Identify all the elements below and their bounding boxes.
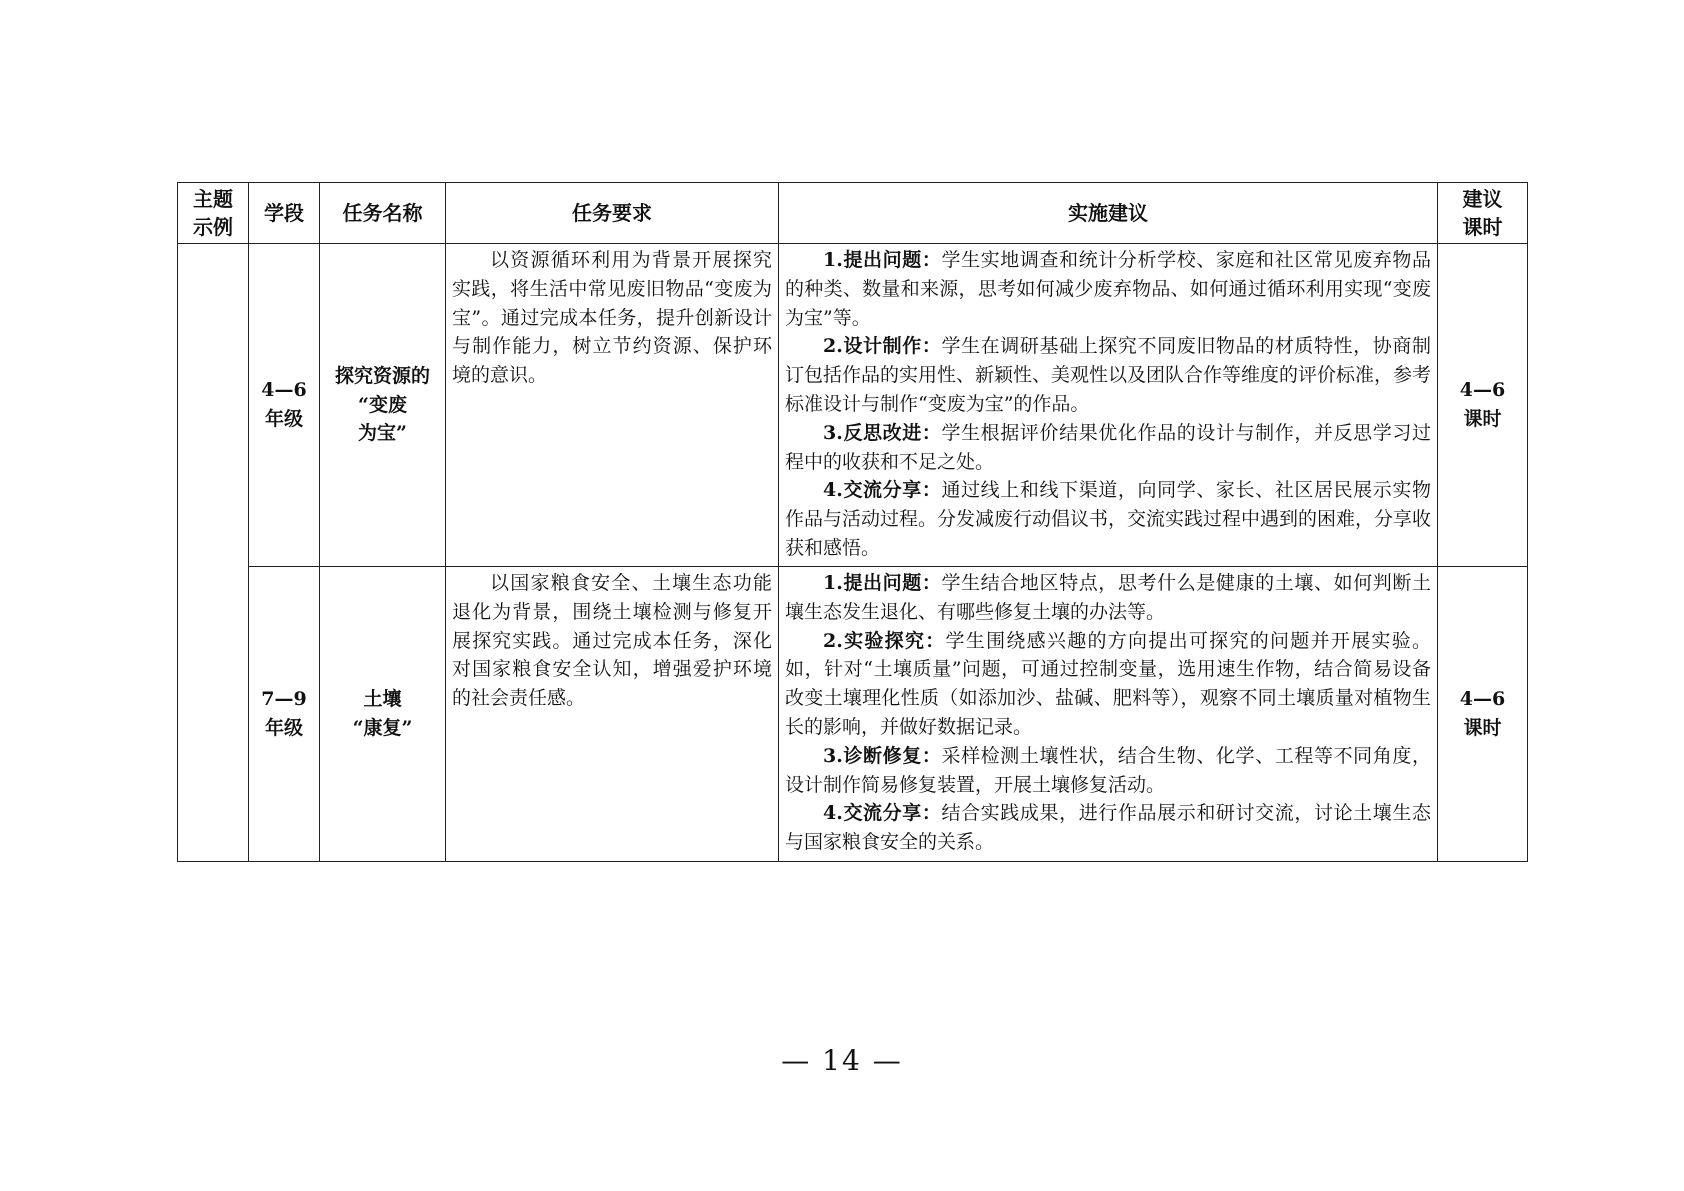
- hours-unit: 课时: [1463, 717, 1502, 739]
- stage-unit: 年级: [264, 408, 303, 430]
- suggestion-item: [785, 742, 1431, 800]
- suggestion-item: [785, 627, 1431, 742]
- implementation-cell: [779, 567, 1438, 862]
- header-theme-line-1: 主题: [193, 187, 233, 211]
- suggestion-lead: 3.诊断修复：: [823, 744, 942, 767]
- stage-range: 7—9: [261, 688, 307, 711]
- task-name-cell: [320, 244, 446, 567]
- suggestion-item: [785, 569, 1431, 627]
- suggestion-text: 学生结合地区特点，思考什么是健康的土壤、如何判断土壤生态发生退化、有哪些修复土壤的办法等。: [785, 572, 1431, 623]
- stage-unit: 年级: [264, 717, 303, 739]
- suggestion-lead: 4.交流分享：: [823, 479, 942, 502]
- suggestion-lead: 1.提出问题：: [823, 249, 942, 271]
- table-row: [178, 244, 1528, 567]
- task-name-line: 土壤: [363, 688, 402, 711]
- task-requirement-cell: [446, 567, 779, 862]
- task-name-line: “康复”: [352, 717, 413, 739]
- header-hours-line-2: 课时: [1462, 215, 1503, 239]
- table-header-row: [178, 183, 1528, 244]
- suggestion-item: [785, 799, 1431, 857]
- page-number: — 14 —: [781, 1044, 903, 1077]
- task-requirement-text: 以资源循环利用为背景开展探究实践，将生活中常见废旧物品“变废为宝”。通过完成本任务，提升创新设计与制作能力，树立节约资源、保护环境的意识。: [452, 249, 772, 387]
- suggestion-text: 学生实地调查和统计分析学校、家庭和社区常见废弃物品的种类、数量和来源，思考如何减少废弃物品、如何通过循环利用实现“变废为宝”等。: [785, 249, 1431, 329]
- header-suggested-hours: [1438, 183, 1528, 244]
- suggestion-lead: 3.反思改进：: [823, 421, 942, 444]
- hours-unit: 课时: [1463, 408, 1502, 430]
- suggestion-text: 通过线上和线下渠道，向同学、家长、社区居民展示实物作品与活动过程。分发减废行动倡议书，交流实践过程中遇到的困难，分享收获和感悟。: [785, 479, 1432, 559]
- header-theme-line-2: 示例: [193, 215, 233, 239]
- theme-example-cell: [178, 244, 249, 862]
- suggestion-text: 采样检测土壤性状，结合生物、化学、工程等不同角度，设计制作简易修复装置，开展土壤修复活动。: [785, 744, 1431, 796]
- suggestion-lead: 1.提出问题：: [823, 572, 942, 594]
- stage-cell: [249, 567, 320, 862]
- suggestion-item: [785, 246, 1431, 332]
- suggestion-text: 学生根据评价结果优化作品的设计与制作，并反思学习过程中的收获和不足之处。: [785, 421, 1431, 473]
- header-task-name: 任务名称: [320, 183, 446, 244]
- task-requirement-cell: [446, 244, 779, 567]
- header-hours-line-1: 建议: [1462, 187, 1503, 211]
- suggestion-text: 结合实践成果，进行作品展示和研讨交流，讨论土壤生态与国家粮食安全的关系。: [785, 802, 1431, 854]
- suggestion-lead: 4.交流分享：: [823, 802, 942, 825]
- task-requirement-text: 以国家粮食安全、土壤生态功能退化为背景，围绕土壤检测与修复开展探究实践。通过完成本任务，深化对国家粮食安全认知，增强爱护环境的社会责任感。: [452, 572, 772, 710]
- stage-range: 4—6: [261, 379, 307, 402]
- implementation-cell: [779, 244, 1438, 567]
- header-stage: 学段: [249, 183, 320, 244]
- task-name-line: 为宝”: [358, 422, 407, 445]
- hours-cell: [1438, 244, 1528, 567]
- table-row: [178, 567, 1528, 862]
- suggestion-item: [785, 332, 1431, 418]
- curriculum-table: [177, 182, 1528, 862]
- suggestion-text: 学生围绕感兴趣的方向提出可探究的问题并开展实验。如，针对“土壤质量”问题，可通过控制变量，选用速生作物，结合简易设备改变土壤理化性质（如添加沙、盐碱、肥料等），观察不同土壤质量对植物生长的影响，并做好数据记录。: [785, 629, 1431, 738]
- suggestion-text: 学生在调研基础上探究不同废旧物品的材质特性，协商制订包括作品的实用性、新颖性、美观性以及团队合作等维度的评价标准，参考标准设计与制作“变废为宝”的作品。: [785, 335, 1432, 415]
- task-name-line: “变废: [358, 393, 407, 416]
- task-name-cell: [320, 567, 446, 862]
- hours-cell: [1438, 567, 1528, 862]
- suggestion-item: [785, 476, 1431, 562]
- hours-range: 4—6: [1459, 379, 1506, 402]
- header-theme-example: [178, 183, 249, 244]
- stage-cell: [249, 244, 320, 567]
- header-task-requirement: 任务要求: [446, 183, 779, 244]
- header-implementation-suggestion: 实施建议: [779, 183, 1438, 244]
- suggestion-lead: 2.设计制作：: [823, 335, 942, 358]
- suggestion-lead: 2.实验探究：: [823, 629, 946, 652]
- hours-range: 4—6: [1459, 688, 1506, 711]
- task-name-line: 探究资源的: [334, 364, 430, 387]
- suggestion-item: [785, 419, 1431, 477]
